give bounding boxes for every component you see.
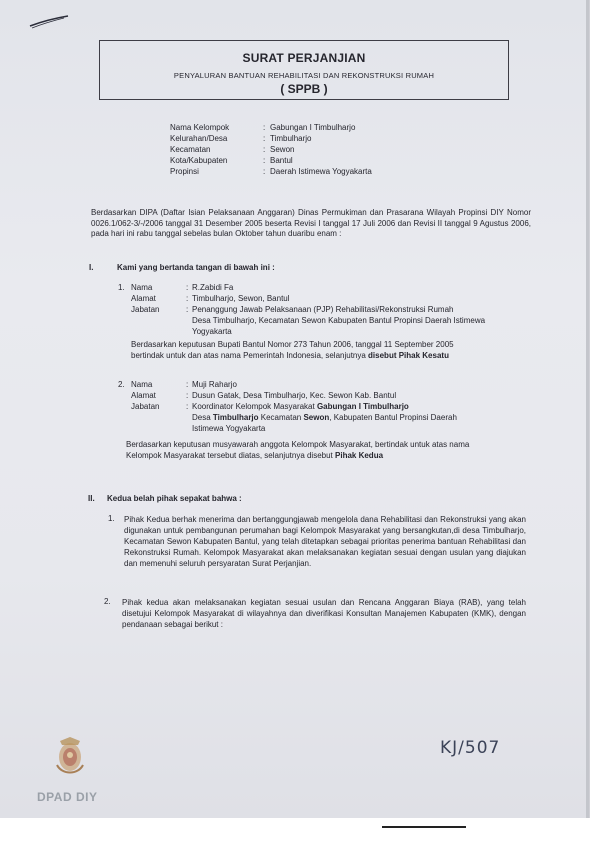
document-subtitle: PENYALURAN BANTUAN REHABILITASI DAN REKONSTRUKSI RUMAH	[173, 71, 435, 80]
party-2-name: Muji Raharjo	[192, 380, 237, 389]
colon: :	[186, 402, 189, 411]
archive-watermark: DPAD DIY	[37, 790, 98, 804]
page-bottom-rule	[382, 826, 466, 828]
info-sep: :	[263, 167, 266, 176]
section-1-heading: Kami yang bertanda tangan di bawah ini :	[117, 263, 275, 272]
party-2-basis: Berdasarkan keputusan musyawarah anggota Kelompok Masyarakat, bertindak untuk atas nama	[126, 440, 470, 449]
info-value: Sewon	[270, 145, 295, 154]
party-2-label: Alamat	[131, 391, 156, 400]
pen-mark	[28, 14, 70, 30]
section-2-number: II.	[88, 494, 95, 503]
section-2-heading: Kedua belah pihak sepakat bahwa :	[107, 494, 242, 503]
party-2-basis-line	[126, 451, 383, 461]
regional-emblem-icon	[52, 735, 88, 781]
document-title: SURAT PERJANJIAN	[242, 51, 366, 65]
clause-text: Pihak kedua akan melaksanakan kegiatan sesuai usulan dan Rencana Anggaran Biaya (RAB), yang telah disetujui Kelompok Masyarakat di wilayahnya dan diverifikasi Konsultan Manajemen Kabupaten (KMK), dengan pendanaan sebagai berikut :	[122, 598, 526, 629]
village-name: Timbulharjo	[212, 413, 259, 422]
party-1-label: Nama	[131, 283, 153, 292]
party-1-label: Jabatan	[131, 305, 160, 314]
colon: :	[186, 294, 189, 303]
info-sep: :	[263, 156, 266, 165]
info-label: Kota/Kabupaten	[170, 156, 228, 165]
party-1-position: Desa Timbulharjo, Kecamatan Sewon Kabupaten Bantul Propinsi Daerah Istimewa	[192, 316, 486, 325]
info-label: Kecamatan	[170, 145, 211, 154]
party-1-address: Timbulharjo, Sewon, Bantul	[192, 294, 290, 303]
clause-text: Pihak Kedua berhak menerima dan bertanggungjawab mengelola dana Rehabilitasi dan Rekonstruksi yang akan digunakan untuk pembangunan perumahan bagi Kelompok Masyarakat yang bersangkutan,di desa Timbulharjo, Kecamatan Sewon Kabupaten Bantul, yang telah ditetapkan sebagai prioritas penerima bantuan Rehabilitasi dan Rekonstruksi Rumah. Kelompok Masyarakat akan melaksanakan kegiatan sesuai dengan usulan yang diajukan dan memenuhi seluruh persyaratan Surat Perjanjian.	[124, 515, 526, 568]
info-value: Timbulharjo	[270, 134, 312, 143]
info-value: Bantul	[270, 156, 293, 165]
party-1-basis-line	[131, 351, 449, 361]
party-1-label: Alamat	[131, 294, 156, 303]
info-label: Propinsi	[170, 167, 199, 176]
party-2-position-line	[192, 402, 409, 412]
clause-number: 2.	[104, 597, 111, 606]
colon: :	[186, 380, 189, 389]
party-1-position: Penanggung Jawab Pelaksanaan (PJP) Rehabilitasi/Rekonstruksi Rumah	[192, 305, 454, 314]
title-box	[99, 40, 509, 100]
text: Desa	[192, 413, 213, 422]
party-2-label: Nama	[131, 380, 153, 389]
colon: :	[186, 283, 189, 292]
text: Kecamatan	[258, 413, 304, 422]
intro-paragraph: Berdasarkan DIPA (Daftar Isian Pelaksanaan Anggaran) Dinas Permukiman dan Prasarana Wilayah Propinsi DIY Nomor 0026.1/062-3/-/2006 tanggal 31 Desember 2005 beserta Revisi I tanggal 17 Juli 2006 dan Revisi II tanggal 9 Agustus 2006, pada hari ini rabu tanggal sebelas bulan Oktober tahun duaribu enam :	[91, 208, 531, 238]
party-2-position: Istimewa Yogyakarta	[192, 424, 266, 433]
handwritten-note: KJ/507	[440, 738, 501, 758]
party-2-designation: Pihak Kedua	[335, 451, 384, 460]
section-1-number: I.	[89, 263, 94, 272]
info-value: Gabungan I Timbulharjo	[270, 123, 356, 132]
party-1-basis: Berdasarkan keputusan Bupati Bantul Nomor 273 Tahun 2006, tanggal 11 September 2005	[131, 340, 454, 349]
party-1-position: Yogyakarta	[192, 327, 232, 336]
info-value: Daerah Istimewa Yogyakarta	[270, 167, 372, 176]
group-name: Gabungan I Timbulharjo	[316, 402, 409, 411]
info-sep: :	[263, 134, 266, 143]
text: , Kabupaten Bantul Propinsi Daerah	[329, 413, 457, 422]
party-2-number: 2.	[118, 380, 125, 389]
party-2-location-line	[192, 413, 457, 423]
info-label: Nama Kelompok	[170, 123, 230, 132]
party-2-address: Dusun Gatak, Desa Timbulharjo, Kec. Sewon Kab. Bantul	[192, 391, 397, 400]
party-1-name: R.Zabidi Fa	[192, 283, 234, 292]
district-name: Sewon	[303, 413, 330, 422]
colon: :	[186, 391, 189, 400]
party-2-label: Jabatan	[131, 402, 160, 411]
party-2-position: Koordinator Kelompok Masyarakat	[192, 402, 317, 411]
party-2-basis-text: Kelompok Masyarakat tersebut diatas, selanjutnya disebut	[126, 451, 336, 460]
info-sep: :	[263, 145, 266, 154]
document-code: ( SPPB )	[280, 82, 328, 96]
clause-number: 1.	[108, 514, 115, 523]
info-label: Kelurahan/Desa	[170, 134, 228, 143]
party-1-basis-text: bertindak untuk dan atas nama Pemerintah Indonesia, selanjutnya	[131, 351, 369, 360]
colon: :	[186, 305, 189, 314]
page-edge	[586, 0, 589, 818]
party-1-number: 1.	[118, 283, 125, 292]
info-sep: :	[263, 123, 266, 132]
party-1-designation: disebut Pihak Kesatu	[368, 351, 449, 360]
